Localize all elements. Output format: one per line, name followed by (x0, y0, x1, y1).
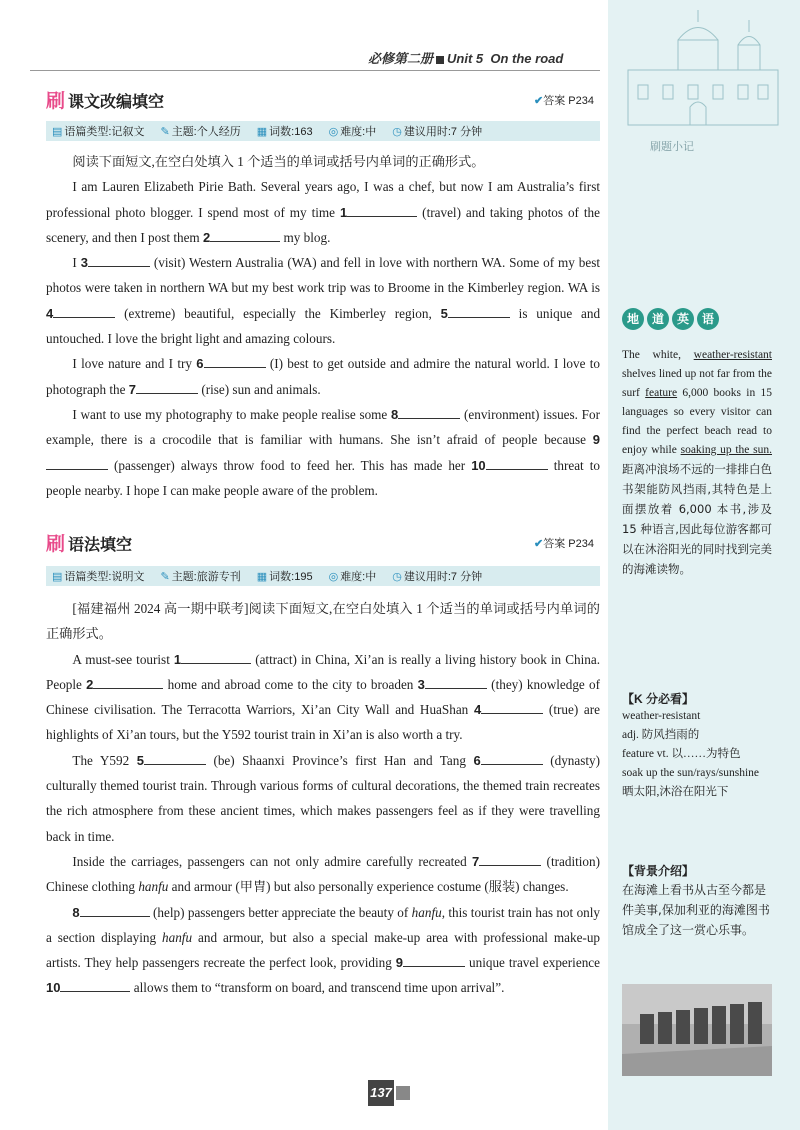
instruction: 阅读下面短文,在空白处填入 1 个适当的单词或括号内单词的正确形式。 (72, 154, 485, 169)
text: unique travel experience (469, 955, 600, 971)
blank-number: 3 (80, 255, 88, 271)
blank-field[interactable] (479, 853, 541, 866)
type-item (52, 123, 144, 139)
difficulty-item (329, 568, 377, 584)
text: 6,000 books in 15 languages so every visitor can find the perfect beach read to enjoy while (622, 387, 773, 456)
text: The Y592 (72, 752, 130, 768)
text: home and abroad come to the city to broaden (167, 676, 414, 692)
text: (tradition) Chinese clothing (46, 853, 601, 895)
underlined-term: weather-resistant (693, 349, 772, 361)
blank-field[interactable] (53, 305, 115, 318)
blank-number: 9 (395, 955, 404, 971)
authentic-english-chip (622, 308, 719, 330)
background-text: 在海滩上看书从古至今都是件美事,保加利亚的海滩图书馆成全了这一赏心乐事。 (622, 883, 770, 937)
text: allows them to “transform on board, and transcend time upon arrival”. (133, 980, 505, 996)
blank-number: 1 (173, 651, 182, 667)
theme-item (160, 568, 240, 584)
type-text: 语篇类型:说明文 (64, 571, 145, 583)
blank-number: 10 (46, 980, 61, 996)
doc-icon: ▤ (52, 126, 63, 138)
blank-number: 4 (46, 305, 54, 321)
photo-graphic (622, 984, 772, 1076)
book-label: 必修第二册 (368, 51, 434, 66)
section2-answer-text: 答案 P234 (543, 538, 594, 550)
type-text: 语篇类型:记叙文 (64, 126, 145, 138)
theme-text: 主题:旅游专刊 (171, 571, 241, 583)
blank-field[interactable] (181, 651, 251, 664)
k-point: soak up the sun/rays/sunshine 晒太阳,沐浴在阳光下 (622, 767, 760, 798)
k-point: feature vt. 以……为特色 (622, 748, 741, 760)
text: I love nature and I try (72, 356, 192, 372)
theme-item (160, 123, 240, 139)
words-text: 词数:163 (269, 126, 313, 138)
blank-field[interactable] (486, 457, 548, 470)
page-header (368, 48, 598, 67)
chip-char: 英 (672, 308, 694, 330)
header-divider (30, 70, 600, 71)
blank-number: 9 (592, 432, 601, 448)
doc-icon: ▤ (52, 571, 63, 583)
notes-label: 刷题小记 (650, 141, 694, 153)
blank-field[interactable] (93, 676, 163, 689)
sidebar-english (622, 346, 772, 580)
blank-number: 7 (128, 381, 137, 397)
background-heading: 【背景介绍】 (622, 864, 695, 878)
text: (visit) Western Australia (WA) and fell in love with northern WA. Some of my best photos were taken in northern WA but my best work trip was to Broome in the Kimberley region. WA is (46, 255, 601, 296)
paragraph (46, 647, 600, 748)
blank-field[interactable] (448, 305, 510, 318)
count-icon: ▦ (256, 126, 268, 138)
k-point: weather-resistant (622, 710, 701, 722)
blank-field[interactable] (204, 355, 266, 368)
italic-term: hanfu (411, 904, 442, 920)
chip-char: 地 (622, 308, 644, 330)
text: shelves lined up not far from the surf (622, 368, 772, 399)
section2-title (46, 529, 132, 556)
section2-title-text: 语法填空 (68, 537, 133, 554)
brush-icon: 刷 (46, 91, 66, 112)
text: (help) passengers better appreciate the beauty of (153, 904, 409, 920)
blank-number: 3 (417, 676, 425, 692)
blank-field[interactable] (481, 701, 543, 714)
blank-field[interactable] (88, 254, 150, 267)
blank-field[interactable] (210, 229, 280, 242)
paragraph (46, 748, 600, 849)
italic-term: hanfu (138, 879, 169, 895)
instruction: [福建福州 2024 高一期中联考]阅读下面短文,在空白处填入 1 个适当的单词或括号内单词的正确形式。 (46, 601, 600, 642)
blank-number: 2 (86, 676, 94, 692)
italic-term: hanfu (162, 929, 193, 945)
k-points (622, 707, 772, 802)
paragraph (46, 900, 600, 1001)
text: , this tourist train has not only a section displaying (46, 904, 601, 945)
words-item (257, 123, 313, 139)
paragraph (46, 849, 600, 900)
unit-title: On the road (490, 51, 564, 66)
text: (extreme) beautiful, especially the Kimberley region, (124, 305, 432, 321)
blank-number: 4 (473, 702, 482, 718)
text: and armour (甲胄) but also personally experience costume (服装) changes. (171, 879, 569, 895)
text: is unique and untouched. I love the bright light and amazing colours. (46, 305, 601, 347)
paragraph (46, 174, 600, 250)
section2-answer[interactable] (534, 535, 594, 551)
section1-title (46, 86, 164, 113)
words-text: 词数:195 (269, 571, 313, 583)
blank-number: 6 (473, 752, 481, 768)
section2-passage (46, 596, 600, 1001)
difficulty-icon: ◎ (328, 126, 339, 138)
text: (dynasty) culturally themed tourist train. Through various forms of cultural decorations, the themed train recreates the rich atmosphere from these ancient times, which makes passengers feel as if they were travelling back in time. (46, 752, 601, 844)
page-number-square (396, 1086, 410, 1100)
blank-field[interactable] (403, 954, 465, 967)
text: (be) Shaanxi Province’s first Han and Tang (213, 752, 466, 768)
k-points-heading: 【K 分必看】 (622, 692, 695, 706)
blank-number: 6 (196, 356, 204, 372)
text: my blog. (283, 229, 331, 245)
text: (travel) and taking photos of the scenery, and then I post them (46, 204, 600, 245)
paragraph (46, 250, 600, 351)
time-text: 建议用时:7 分钟 (403, 126, 483, 138)
paragraph (46, 351, 600, 402)
check-icon: ✔ (534, 95, 544, 107)
text: I want to use my photography to make people realise some (72, 406, 388, 422)
theme-text: 主题:个人经历 (171, 126, 241, 138)
underlined-term: soaking up the sun. (680, 444, 772, 456)
text: (passenger) always throw food to feed her. This has made her (114, 457, 466, 473)
difficulty-item (329, 123, 377, 139)
paragraph (46, 402, 600, 503)
count-icon: ▦ (256, 571, 268, 583)
castle-illustration (608, 0, 800, 140)
blank-field[interactable] (425, 676, 487, 689)
text: I am Lauren Elizabeth Pirie Bath. Several years ago, I was a chef, but now I am Australia’s first professional photo blogger. I spend most of my time (46, 179, 600, 220)
section1-title-text: 课文改编填空 (68, 94, 165, 111)
blank-field[interactable] (46, 457, 108, 470)
clock-icon: ◷ (392, 571, 402, 583)
text: (rise) sun and animals. (201, 381, 321, 397)
blank-field[interactable] (80, 904, 150, 917)
blank-field[interactable] (144, 752, 206, 765)
text: (attract) in China, Xi’an is really a living history book in China. People (46, 651, 600, 692)
underlined-term: feature (645, 387, 678, 399)
blank-field[interactable] (136, 381, 198, 394)
time-item (392, 568, 482, 584)
section1-infobar (46, 121, 600, 141)
chinese-translation: 距离冲浪场不远的一排排白色书架能防风挡雨,其特色是上面摆放着 6,000 本书,涉及 15 种语言,因此每位游客都可以在沐浴阳光的同时找到完美的海滩读物。 (622, 462, 772, 576)
blank-number: 1 (339, 204, 348, 220)
section1-answer-text: 答案 P234 (543, 95, 594, 107)
blank-field[interactable] (347, 204, 417, 217)
blank-field[interactable] (481, 752, 543, 765)
check-icon: ✔ (534, 538, 544, 550)
tag-icon: ✎ (160, 126, 170, 138)
chip-char: 语 (697, 308, 719, 330)
text: (they) knowledge of Chinese civilisation. The Terracotta Warriors, Xi’an City Wall and HuaShan (46, 676, 601, 718)
text: Inside the carriages, passengers can not only admire carefully recreated (72, 853, 467, 869)
blank-field[interactable] (398, 406, 460, 419)
text: The white, (622, 349, 681, 361)
blank-number: 5 (440, 305, 448, 321)
time-text: 建议用时:7 分钟 (403, 571, 483, 583)
text: threat to people nearby. I hope I can make people aware of the problem. (46, 457, 601, 498)
k-point: adj. 防风挡雨的 (622, 729, 700, 741)
text: (true) are highlights of Xi’an tours, but the Y592 tourist train in Xi’an is also worth a try. (46, 702, 601, 743)
blank-number: 8 (391, 406, 399, 422)
brush-icon: 刷 (46, 534, 66, 555)
page-number: 137 (368, 1080, 394, 1106)
type-item (52, 568, 144, 584)
chip-char: 道 (647, 308, 669, 330)
difficulty-icon: ◎ (328, 571, 339, 583)
text: and armour, but also a special make-up area with professional make-up artists. They help passengers recreate the perfect look, providing (46, 929, 601, 971)
words-item (257, 568, 313, 584)
text: I (72, 255, 77, 271)
square-icon (436, 56, 444, 64)
blank-number: 10 (471, 457, 486, 473)
beach-library-photo (622, 984, 772, 1076)
blank-number: 7 (472, 853, 480, 869)
time-item (392, 123, 482, 139)
tag-icon: ✎ (160, 571, 170, 583)
difficulty-text: 难度:中 (340, 571, 377, 583)
blank-number: 5 (136, 752, 144, 768)
text: (I) best to get outside and admire the natural world. I love to photograph the (46, 356, 600, 397)
section1-answer[interactable] (534, 92, 594, 108)
text: A must-see tourist (72, 651, 170, 667)
section2-infobar (46, 566, 600, 586)
unit-label: Unit 5 (447, 51, 484, 66)
text: (environment) issues. For example, there is a crocodile that is familiar with humans. She isn’t afraid of people because (46, 406, 601, 448)
blank-field[interactable] (60, 979, 130, 992)
clock-icon: ◷ (392, 126, 402, 138)
blank-number: 8 (72, 904, 80, 920)
blank-number: 2 (202, 229, 211, 245)
section1-passage (46, 149, 600, 503)
difficulty-text: 难度:中 (340, 126, 377, 138)
